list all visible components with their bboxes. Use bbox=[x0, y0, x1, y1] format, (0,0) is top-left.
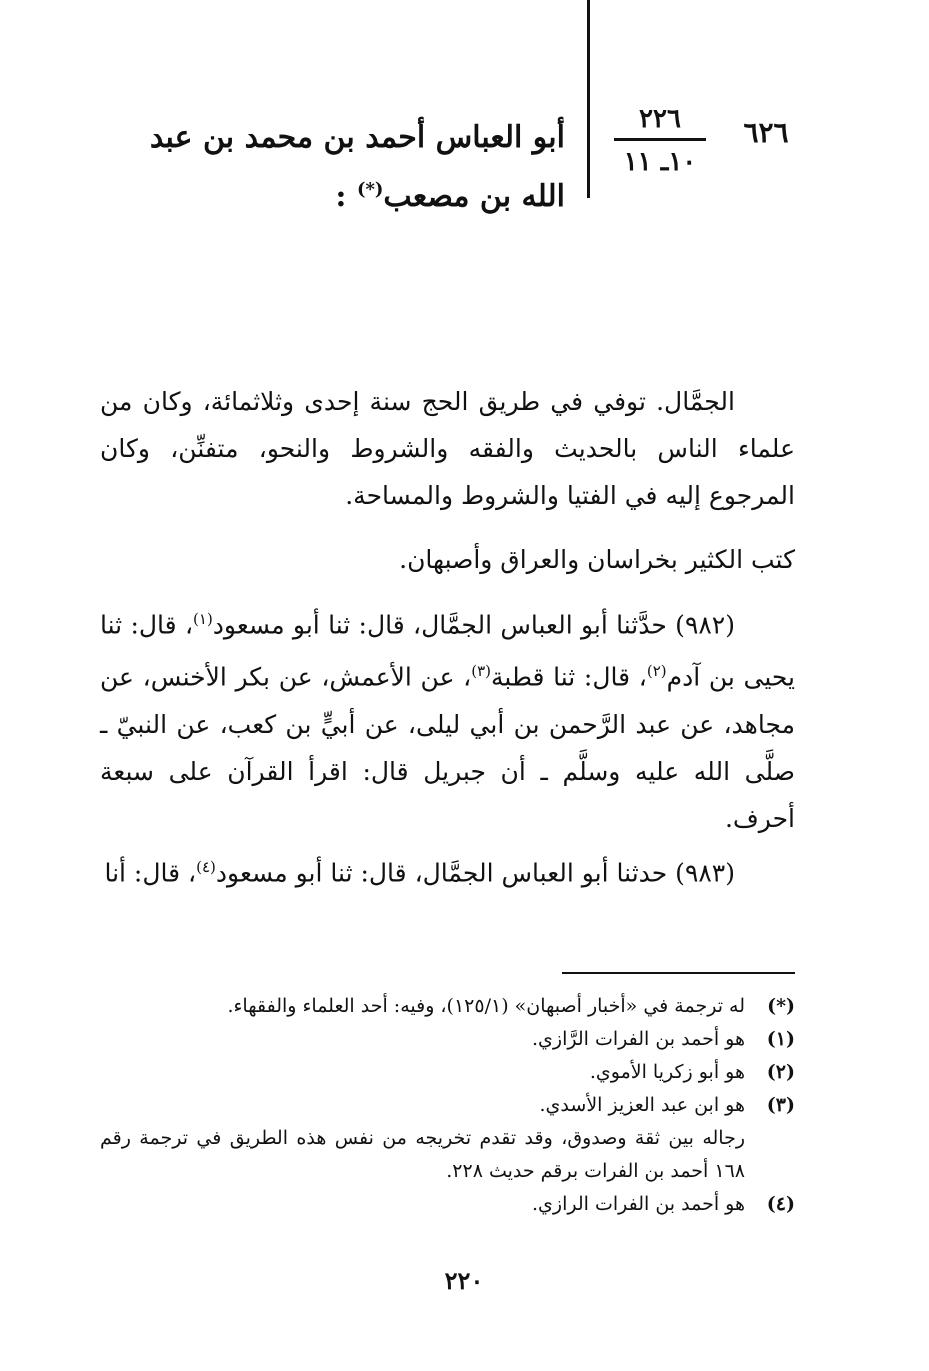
hadith-982 bbox=[100, 596, 795, 842]
footnote-3-continued bbox=[100, 1122, 795, 1188]
paragraph-travels: كتب الكثير بخراسان والعراق وأصبهان. bbox=[399, 545, 795, 574]
footnote-marker: (٤) bbox=[766, 1193, 795, 1215]
entry-title bbox=[125, 112, 565, 223]
hadith-982-part-d: ، عن الأعمش، عن بكر الأخنس، عن مجاهد، عن عبد الرَّحمن بن أبي ليلى، عن أبيٍّ بن كعب، عن النبيّ ـ صلَّى الله عليه وسلَّم ـ أن جبريل قال: اقرأ القرآن على سبعة أحرف. bbox=[100, 662, 795, 833]
footnote-text: له ترجمة في «أخبار أصبهان» (١٢٥/١)، وفيه: أحد العلماء والفقهاء. bbox=[227, 995, 745, 1017]
footnote-text: هو أبو زكريا الأموي. bbox=[589, 1061, 745, 1083]
footnote-4 bbox=[100, 1188, 795, 1221]
hadith-982-part-b: ، قال: ثنا يحيى بن آدم bbox=[100, 610, 796, 692]
footnote-ref-1: (١) bbox=[193, 610, 213, 628]
hadith-983 bbox=[100, 844, 795, 896]
footnote-2 bbox=[100, 1056, 795, 1089]
hadith-983-part-b: ، قال: أنا bbox=[104, 858, 197, 888]
title-footnote-marker: (*) bbox=[356, 179, 384, 200]
footnote-separator bbox=[562, 972, 795, 974]
footnote-marker: (١) bbox=[766, 1028, 795, 1050]
fraction-top: ٢٢٦ bbox=[639, 104, 681, 134]
footnote-marker bbox=[745, 1122, 795, 1188]
hadith-983-part-a: (٩٨٣) حدثنا أبو العباس الجمَّال، قال: ثنا أبو مسعود bbox=[215, 858, 735, 888]
footnote-ref-3: (٣) bbox=[471, 662, 492, 681]
footnote-marker: (٣) bbox=[766, 1094, 795, 1116]
footnote-3 bbox=[100, 1089, 795, 1122]
footnote-1 bbox=[100, 1023, 795, 1056]
footnote-text: هو ابن عبد العزيز الأسدي. bbox=[539, 1094, 745, 1116]
footnote-star bbox=[100, 990, 795, 1023]
hadith-982-part-c: ، قال: ثنا قطبة bbox=[491, 662, 647, 692]
footnote-text: رجاله بين ثقة وصدوق، وقد تقدم تخريجه من نفس هذه الطريق في ترجمة رقم ١٦٨ أحمد بن الفرات برقم حديث ٢٢٨. bbox=[100, 1127, 745, 1182]
footnote-marker: (*) bbox=[767, 995, 795, 1017]
entry-number: ٦٢٦ bbox=[743, 116, 789, 149]
footnotes bbox=[100, 990, 795, 1221]
footnote-ref-2: (٢) bbox=[646, 662, 667, 681]
footnote-text: هو أحمد بن الفرات الرازي. bbox=[532, 1193, 745, 1215]
paragraph-biography: الجمَّال. توفي في طريق الحج سنة إحدى وثلاثمائة، وكان من علماء الناس بالحديث والفقه والشروط والنحو، متفنِّن، وكان المرجوع إليه في الفتيا والشروط والمساحة. bbox=[100, 387, 795, 510]
fraction-bottom: ١٠ـ ١١ bbox=[623, 147, 697, 177]
volume-fraction bbox=[610, 104, 710, 177]
header-divider bbox=[587, 0, 590, 198]
title-colon: : bbox=[335, 179, 347, 214]
footnote-text: هو أحمد بن الفرات الرَّازي. bbox=[532, 1028, 745, 1050]
footnote-marker: (٢) bbox=[766, 1061, 795, 1083]
entry-title-text: أبو العباس أحمد بن محمد بن عبد الله بن مصعب bbox=[149, 120, 565, 214]
footnote-ref-4: (٤) bbox=[196, 858, 216, 876]
hadith-982-part-a: (٩٨٢) حدَّثنا أبو العباس الجمَّال، قال: ثنا أبو مسعود bbox=[212, 610, 735, 640]
page-number: ٢٢٠ bbox=[444, 1266, 484, 1295]
